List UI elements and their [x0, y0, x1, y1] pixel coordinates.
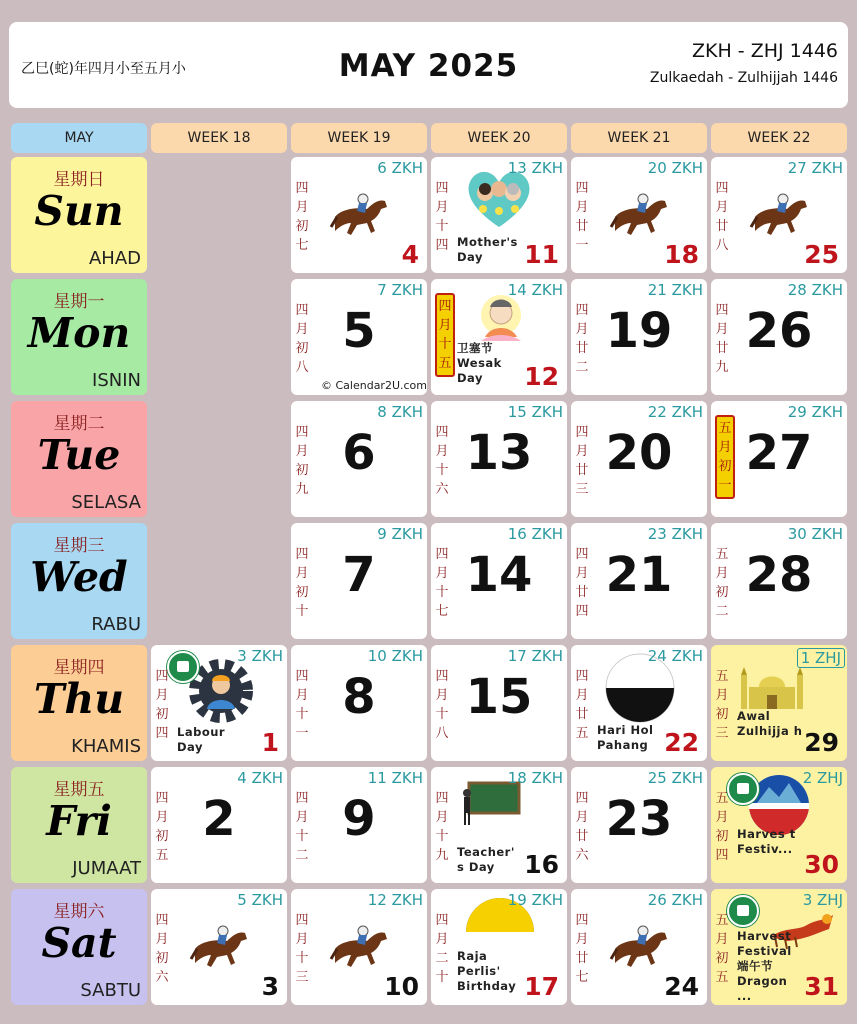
date-cell-8[interactable] [291, 645, 427, 761]
lunar-date: 四月十五 [435, 293, 455, 377]
date-cell-25[interactable] [711, 157, 847, 273]
date-cell-28[interactable] [711, 523, 847, 639]
lunar-date: 四月廿三 [575, 425, 589, 497]
date-cell-19[interactable] [571, 279, 707, 395]
day-number: 21 [605, 547, 673, 603]
date-cell-7[interactable] [291, 523, 427, 639]
day-number: 11 [524, 240, 559, 269]
date-cell-5[interactable] [291, 279, 427, 395]
date-cell-11[interactable] [431, 157, 567, 273]
day-name-malay: JUMAAT [72, 858, 141, 879]
day-number: 5 [342, 303, 376, 359]
hijri-date: 17 ZKH [507, 647, 563, 665]
day-name-english: Sat [41, 919, 117, 967]
hijri-full-label: Zulkaedah - Zulhijjah 1446 [649, 70, 838, 86]
lunar-date: 四月初九 [295, 425, 309, 497]
hijri-date: 27 ZKH [787, 159, 843, 177]
day-header-wed [11, 523, 147, 639]
hijri-date: 14 ZKH [507, 281, 563, 299]
hijri-date: 9 ZKH [377, 525, 423, 543]
date-cell-21[interactable] [571, 523, 707, 639]
week-21-header: WEEK 21 [571, 123, 707, 153]
hijri-date: 5 ZKH [237, 891, 283, 909]
day-number: 18 [664, 240, 699, 269]
day-name-chinese: 星期二 [53, 414, 105, 434]
date-cell-27[interactable] [711, 401, 847, 517]
holiday-label: Hari Hol Pahang [597, 723, 654, 752]
calendar-grid [9, 123, 849, 1011]
day-number: 24 [664, 972, 699, 1001]
lunar-date: 四月初七 [295, 181, 309, 253]
holiday-label: Teacher' s Day [457, 845, 515, 874]
horse-icon [607, 919, 673, 981]
day-header-tue [11, 401, 147, 517]
date-cell-23[interactable] [571, 767, 707, 883]
day-name-chinese: 星期六 [53, 902, 105, 922]
calendar-badge-icon [167, 651, 199, 683]
day-number: 22 [664, 728, 699, 757]
day-number: 6 [342, 425, 376, 481]
week-19-header: WEEK 19 [291, 123, 427, 153]
horse-icon [747, 187, 813, 249]
hijri-date: 19 ZKH [507, 891, 563, 909]
date-cell-16[interactable] [431, 767, 567, 883]
day-name-malay: RABU [91, 614, 141, 635]
day-number: 28 [745, 547, 813, 603]
date-cell-29[interactable] [711, 645, 847, 761]
date-cell-22[interactable] [571, 645, 707, 761]
hijri-short-label: ZKH - ZHJ 1446 [692, 40, 838, 62]
hijri-date: 16 ZKH [507, 525, 563, 543]
day-name-english: Mon [27, 309, 131, 357]
date-cell-1[interactable] [151, 645, 287, 761]
day-name-malay: ISNIN [92, 370, 141, 391]
date-cell-31[interactable] [711, 889, 847, 1005]
lunar-date: 四月廿五 [575, 669, 589, 741]
day-number: 8 [342, 669, 376, 725]
calendar-badge-icon [727, 895, 759, 927]
holiday-label: Harves t Festiv... [737, 827, 796, 856]
day-header-thu [11, 645, 147, 761]
day-name-malay: KHAMIS [71, 736, 141, 757]
day-name-chinese: 星期一 [53, 292, 105, 312]
lunar-date: 四月初四 [155, 669, 169, 741]
day-number: 14 [465, 547, 533, 603]
day-name-malay: AHAD [88, 248, 141, 269]
lunar-date: 四月初五 [155, 791, 169, 863]
day-name-english: Thu [33, 675, 125, 723]
date-cell-10[interactable] [291, 889, 427, 1005]
day-number: 19 [605, 303, 673, 359]
day-number: 10 [384, 972, 419, 1001]
holiday-label: Labour Day [177, 725, 226, 754]
lunar-date: 四月十三 [295, 913, 309, 985]
lunar-date: 四月廿八 [715, 181, 729, 253]
hijri-date: 8 ZKH [377, 403, 423, 421]
day-number: 30 [804, 850, 839, 879]
date-cell-4[interactable] [291, 157, 427, 273]
day-number: 1 [261, 728, 279, 757]
day-name-english: Fri [46, 797, 112, 845]
hijri-date: 25 ZKH [647, 769, 703, 787]
day-number: 27 [745, 425, 813, 481]
lunar-date: 四月廿二 [575, 303, 589, 375]
hijri-date: 3 ZKH [237, 647, 283, 665]
lunar-date: 四月十七 [435, 547, 449, 619]
lunar-date: 五月初二 [715, 547, 729, 619]
day-name-english: Wed [30, 553, 128, 601]
calendar-badge-icon [727, 773, 759, 805]
day-number: 31 [804, 972, 839, 1001]
day-number: 29 [804, 728, 839, 757]
holiday-label: Harvest Festival 端午节 Dragon ... [737, 929, 792, 1003]
day-name-english: Tue [37, 431, 121, 479]
date-cell-30[interactable] [711, 767, 847, 883]
date-cell-14[interactable] [431, 523, 567, 639]
teacher-icon [455, 779, 521, 833]
lunar-date: 四月二十 [435, 913, 449, 985]
holiday-label: Awal Zulhijja h [737, 709, 803, 738]
hijri-date: 7 ZKH [377, 281, 423, 299]
day-header-sat [11, 889, 147, 1005]
day-number: 3 [261, 972, 279, 1001]
day-number: 23 [605, 791, 673, 847]
day-number: 25 [804, 240, 839, 269]
day-name-malay: SABTU [80, 980, 141, 1001]
lunar-date: 四月廿四 [575, 547, 589, 619]
hijri-date: 3 ZHJ [802, 891, 843, 909]
day-number: 9 [342, 791, 376, 847]
day-header-mon [11, 279, 147, 395]
lunar-date: 四月十二 [295, 791, 309, 863]
lunar-date: 四月十八 [435, 669, 449, 741]
day-number: 2 [202, 791, 236, 847]
lunar-date: 五月初五 [715, 913, 729, 985]
day-number: 15 [465, 669, 533, 725]
hijri-date: 26 ZKH [647, 891, 703, 909]
day-number: 20 [605, 425, 673, 481]
lunar-date: 四月十一 [295, 669, 309, 741]
hijri-date: 11 ZKH [367, 769, 423, 787]
horse-icon [327, 919, 393, 981]
hijri-date: 13 ZKH [507, 159, 563, 177]
calendar-header [9, 22, 848, 108]
week-22-header: WEEK 22 [711, 123, 847, 153]
day-number: 13 [465, 425, 533, 481]
day-name-english: Sun [34, 187, 124, 235]
holiday-label: Raja Perlis' Birthday [457, 949, 517, 993]
day-header-sun [11, 157, 147, 273]
lunar-date: 四月廿九 [715, 303, 729, 375]
date-cell-26[interactable] [711, 279, 847, 395]
date-cell-3[interactable] [151, 889, 287, 1005]
date-cell-9[interactable] [291, 767, 427, 883]
day-header-fri [11, 767, 147, 883]
lunar-date: 四月初八 [295, 303, 309, 375]
hijri-date: 22 ZKH [647, 403, 703, 421]
horse-icon [187, 919, 253, 981]
day-number: 4 [401, 240, 419, 269]
hijri-date: 28 ZKH [787, 281, 843, 299]
lunar-date: 四月十四 [435, 181, 449, 253]
lunar-date: 四月十九 [435, 791, 449, 863]
date-cell-2[interactable] [151, 767, 287, 883]
lunar-date: 四月廿一 [575, 181, 589, 253]
date-cell-6[interactable] [291, 401, 427, 517]
hijri-date: 1 ZHJ [797, 648, 845, 668]
horse-icon [327, 187, 393, 249]
day-number: 26 [745, 303, 813, 359]
lunar-date: 五月初一 [715, 415, 735, 499]
holiday-label: 卫塞节 Wesak Day [457, 341, 502, 385]
date-cell-12[interactable] [431, 279, 567, 395]
day-number: 16 [524, 850, 559, 879]
lunar-date: 四月初六 [155, 913, 169, 985]
date-cell-13[interactable] [431, 401, 567, 517]
lunar-date: 四月初十 [295, 547, 309, 619]
month-column-header: MAY [11, 123, 147, 153]
date-cell-20[interactable] [571, 401, 707, 517]
hijri-date: 4 ZKH [237, 769, 283, 787]
date-cell-24[interactable] [571, 889, 707, 1005]
day-number: 7 [342, 547, 376, 603]
hijri-date: 2 ZHJ [802, 769, 843, 787]
hijri-date: 21 ZKH [647, 281, 703, 299]
day-name-chinese: 星期四 [53, 658, 105, 678]
hijri-date: 15 ZKH [507, 403, 563, 421]
lunar-date: 四月廿七 [575, 913, 589, 985]
hijri-date: 24 ZKH [647, 647, 703, 665]
lunar-date: 五月初三 [715, 669, 729, 741]
lunar-year-label: 乙巳(蛇)年四月小至五月小 [21, 61, 186, 77]
day-number: 12 [524, 362, 559, 391]
day-name-chinese: 星期五 [53, 780, 105, 800]
lunar-date: 四月廿六 [575, 791, 589, 863]
hijri-date: 10 ZKH [367, 647, 423, 665]
hijri-date: 6 ZKH [377, 159, 423, 177]
week-20-header: WEEK 20 [431, 123, 567, 153]
lunar-date: 五月初四 [715, 791, 729, 863]
date-cell-18[interactable] [571, 157, 707, 273]
copyright-label: © Calendar2U.com [321, 379, 427, 392]
holiday-label: Mother's Day [457, 235, 518, 264]
hijri-date: 12 ZKH [367, 891, 423, 909]
hijri-date: 18 ZKH [507, 769, 563, 787]
hijri-date: 29 ZKH [787, 403, 843, 421]
day-name-chinese: 星期三 [53, 536, 105, 556]
lunar-date: 四月十六 [435, 425, 449, 497]
hijri-date: 30 ZKH [787, 525, 843, 543]
hijri-date: 20 ZKH [647, 159, 703, 177]
day-name-malay: SELASA [71, 492, 141, 513]
day-number: 17 [524, 972, 559, 1001]
day-name-chinese: 星期日 [53, 170, 105, 190]
date-cell-17[interactable] [431, 889, 567, 1005]
horse-icon [607, 187, 673, 249]
month-title: MAY 2025 [338, 48, 519, 84]
hijri-date: 23 ZKH [647, 525, 703, 543]
week-18-header: WEEK 18 [151, 123, 287, 153]
date-cell-15[interactable] [431, 645, 567, 761]
